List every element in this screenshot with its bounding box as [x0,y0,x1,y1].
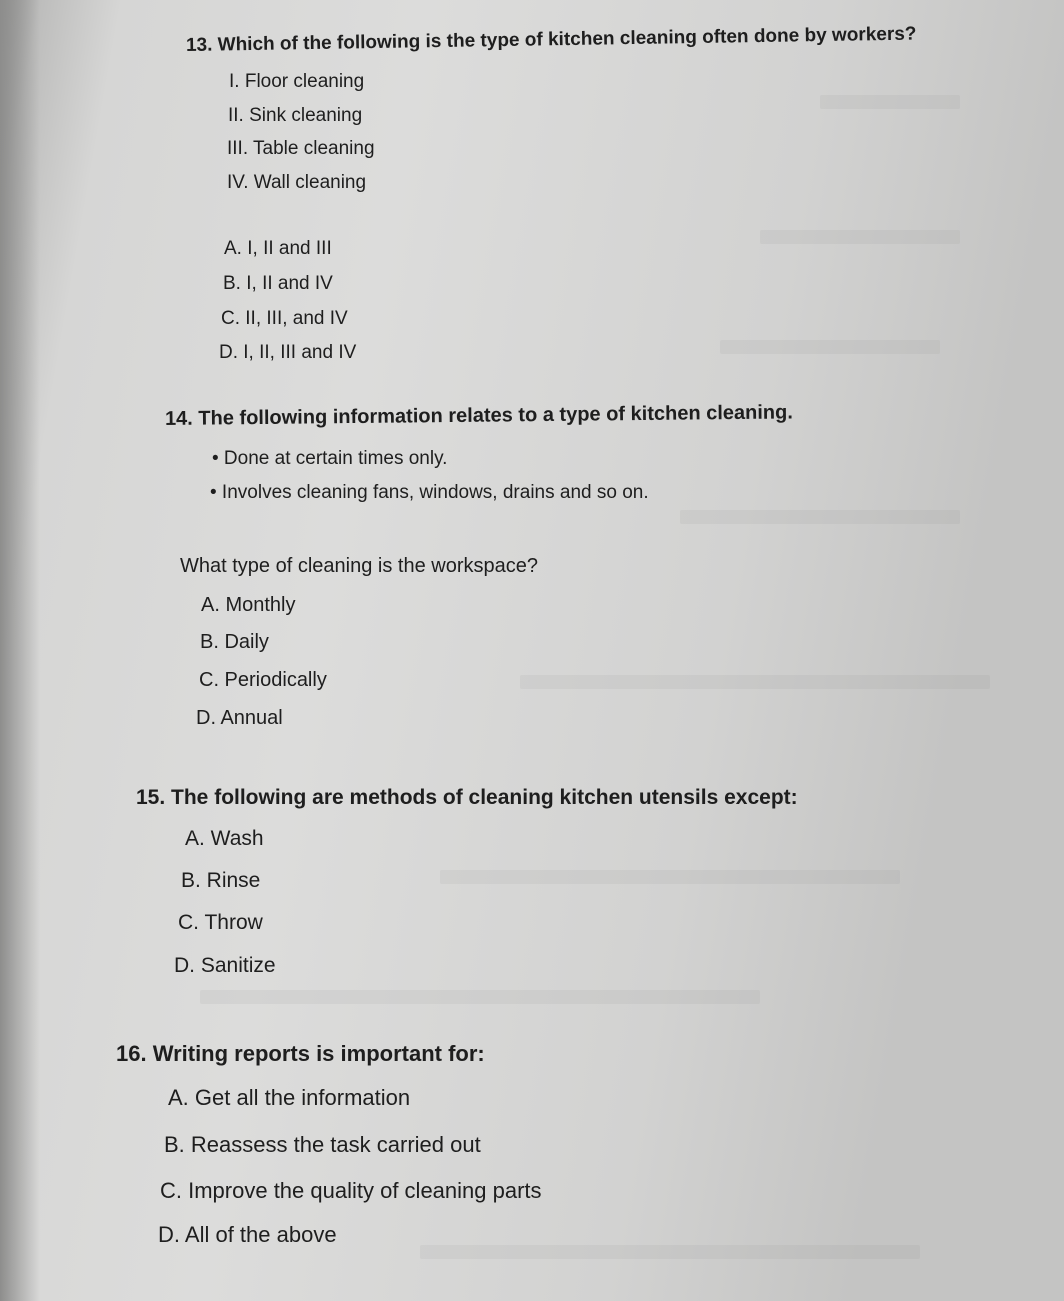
question-15-option-c: C. Throw [178,911,263,934]
question-13-item-1: I. Floor cleaning [229,71,365,92]
question-14-option-d: D. Annual [196,707,283,729]
question-16-option-d: D. All of the above [158,1222,337,1247]
question-16-text: 16. Writing reports is important for: [116,1041,485,1066]
question-15-option-d: D. Sanitize [174,954,276,977]
question-14-bullet-2: • Involves cleaning fans, windows, drains and so on. [210,482,649,503]
question-14-prompt: What type of cleaning is the workspace? [180,555,538,577]
question-13-option-c: C. II, III, and IV [221,308,348,329]
bleed-through [680,510,960,524]
page-shadow [0,0,40,1301]
question-14-option-b: B. Daily [200,631,269,653]
question-16-option-b: B. Reassess the task carried out [164,1132,481,1157]
question-14-text: 14. The following information relates to a type of kitchen cleaning. [164,401,793,430]
question-16-option-c: C. Improve the quality of cleaning parts [160,1178,542,1203]
question-15-option-a: A. Wash [185,827,264,850]
question-13-item-3: III. Table cleaning [227,138,375,159]
bleed-through [720,340,940,354]
question-15-text: 15. The following are methods of cleaning kitchen utensils except: [136,786,798,809]
question-14-option-c: C. Periodically [199,669,327,691]
bleed-through [760,230,960,244]
question-13-option-a: A. I, II and III [224,238,332,259]
question-13-item-4: IV. Wall cleaning [227,172,367,193]
bleed-through [520,675,990,689]
question-13-text: 13. Which of the following is the type of kitchen cleaning often done by workers? [185,23,917,56]
bleed-through [440,870,900,884]
question-13-option-b: B. I, II and IV [223,273,333,294]
bleed-through [420,1245,920,1259]
bleed-through [820,95,960,109]
question-14-option-a: A. Monthly [201,594,296,616]
question-16-option-a: A. Get all the information [168,1085,411,1110]
question-13-item-2: II. Sink cleaning [228,105,363,126]
question-14-bullet-1: • Done at certain times only. [212,448,448,469]
question-13-option-d: D. I, II, III and IV [219,342,357,363]
bleed-through [200,990,760,1004]
question-15-option-b: B. Rinse [181,869,261,892]
